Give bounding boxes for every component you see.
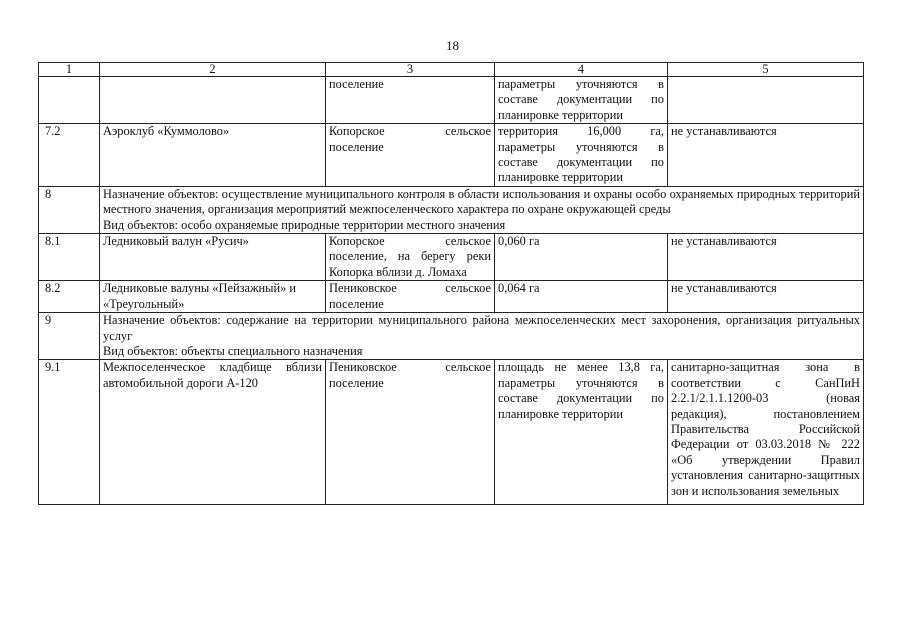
parameters-cell: 0,060 га xyxy=(495,234,668,281)
zones-cell: не устанавливаются xyxy=(668,234,864,281)
location-cell: Копорское сельское поселение, на берегу реки Копорка вблизи д. Ломаха xyxy=(326,234,495,281)
table-row xyxy=(39,77,864,124)
section-kind: Вид объектов: особо охраняемые природные территории местного значения xyxy=(103,217,506,232)
header-cell: 2 xyxy=(100,63,326,77)
section-row xyxy=(39,313,864,360)
zones-cell: санитарно-защитная зона в соответствии с СанПиН 2.2.1/2.1.1.1200-03 (новая редакция), постановлением Правительства Российской Федерации от 03.03.2018 № 222 «Об утверждении Правил установления санитарно-защитных зон и использования земельных xyxy=(668,360,864,505)
section-description-cell xyxy=(100,186,864,233)
object-name-cell xyxy=(100,77,326,124)
parameters-cell: площадь не менее 13,8 га, параметры уточняются в составе документации по планировке территории xyxy=(495,360,668,505)
table-row xyxy=(39,360,864,505)
header-cell: 1 xyxy=(39,63,100,77)
header-cell: 3 xyxy=(326,63,495,77)
section-number-cell: 9 xyxy=(39,313,100,360)
zones-cell xyxy=(668,77,864,124)
object-name-cell: Аэроклуб «Куммолово» xyxy=(100,124,326,187)
location-cell: Копорское сельское поселение xyxy=(326,124,495,187)
table-header-row xyxy=(39,63,864,77)
location-cell: поселение xyxy=(326,77,495,124)
section-number-cell: 8 xyxy=(39,186,100,233)
zones-cell: не устанавливаются xyxy=(668,124,864,187)
table-row xyxy=(39,124,864,187)
parameters-cell: параметры уточняются в составе документации по планировке территории xyxy=(495,77,668,124)
row-number-cell: 8.1 xyxy=(39,234,100,281)
section-purpose: Назначение объектов: осуществление муниципального контроля в области использования и охраны особо охраняемых природных территорий местного значения, организация мероприятий межпоселенческого характера по охране окружающей среды xyxy=(103,186,860,217)
row-number-cell: 7.2 xyxy=(39,124,100,187)
section-purpose: Назначение объектов: содержание на территории муниципального района межпоселенческих мест захоронения, организация ритуальных услуг xyxy=(103,313,860,343)
header-cell: 4 xyxy=(495,63,668,77)
row-number-cell: 8.2 xyxy=(39,281,100,313)
table-row xyxy=(39,234,864,281)
parameters-cell: территория 16,000 га, параметры уточняются в составе документации по планировке территории xyxy=(495,124,668,187)
row-number-cell xyxy=(39,77,100,124)
location-cell: Пениковское сельское поселение xyxy=(326,360,495,505)
header-cell: 5 xyxy=(668,63,864,77)
zones-cell: не устанавливаются xyxy=(668,281,864,313)
object-name-cell: Ледниковый валун «Русич» xyxy=(100,234,326,281)
table-row xyxy=(39,281,864,313)
section-row xyxy=(39,186,864,233)
objects-table xyxy=(38,62,864,505)
parameters-cell: 0,064 га xyxy=(495,281,668,313)
location-cell: Пениковское сельское поселение xyxy=(326,281,495,313)
section-description-cell xyxy=(100,313,864,360)
page-number: 18 xyxy=(446,38,459,53)
object-name-cell: Межпоселенческое кладбище вблизи автомобильной дороги А-120 xyxy=(100,360,326,505)
object-name-cell: Ледниковые валуны «Пейзажный» и «Треугольный» xyxy=(100,281,326,313)
row-number-cell: 9.1 xyxy=(39,360,100,505)
section-kind: Вид объектов: объекты специального назначения xyxy=(103,343,363,358)
